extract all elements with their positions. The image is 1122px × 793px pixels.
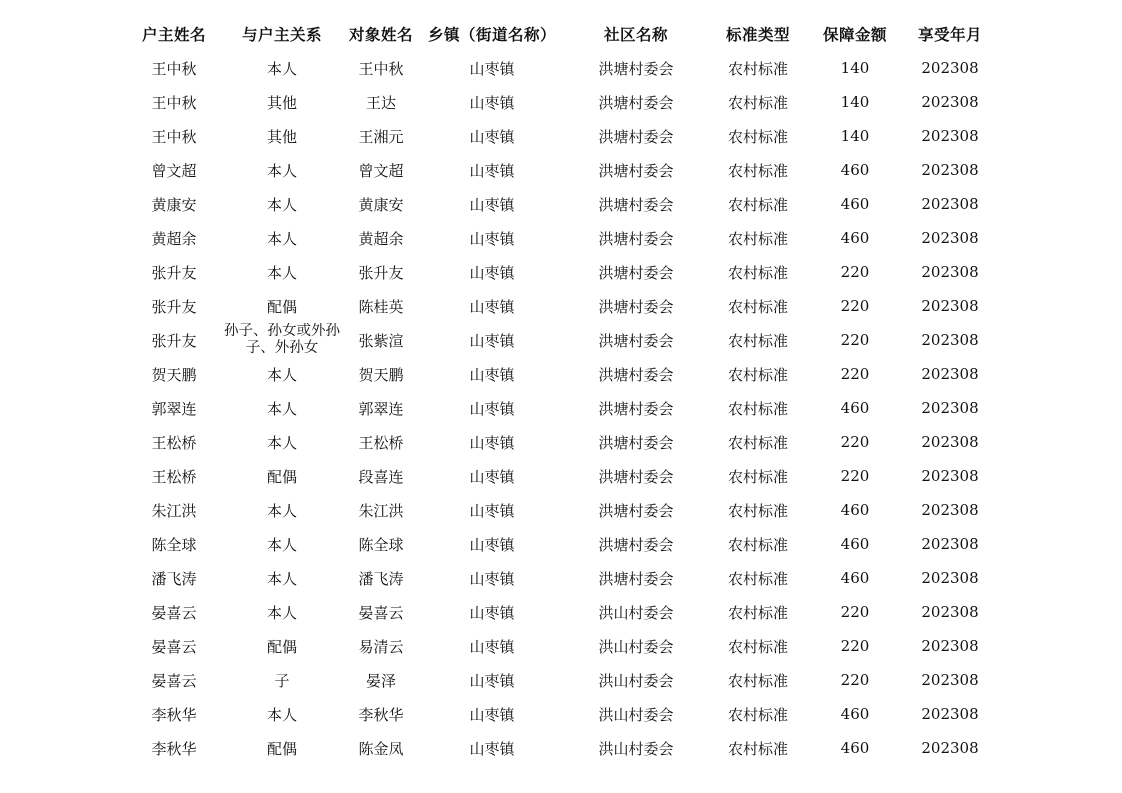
cell-month: 202308	[921, 93, 979, 111]
cell-township: 山枣镇	[469, 501, 515, 520]
header-township: 乡镇（街道名称）	[427, 26, 556, 44]
cell-recipient-name: 黄超余	[358, 229, 404, 248]
cell-community: 洪塘村委会	[598, 569, 674, 588]
table-row	[124, 85, 996, 119]
cell-standard-type: 农村标准	[727, 331, 788, 350]
cell-relationship: 配偶	[266, 467, 297, 486]
cell-standard-type: 农村标准	[727, 603, 788, 622]
cell-householder-name: 王中秋	[151, 59, 197, 78]
table-row	[124, 51, 996, 85]
cell-recipient-name: 陈全球	[358, 535, 404, 554]
cell-relationship: 配偶	[266, 637, 297, 656]
cell-standard-type: 农村标准	[727, 569, 788, 588]
cell-householder-name: 潘飞涛	[151, 569, 197, 588]
cell-amount: 460	[840, 399, 870, 417]
cell-amount: 220	[840, 433, 870, 451]
cell-month: 202308	[921, 637, 979, 655]
cell-township: 山枣镇	[469, 297, 515, 316]
header-householder-name: 户主姓名	[141, 26, 206, 44]
cell-relationship: 本人	[266, 535, 297, 554]
cell-township: 山枣镇	[469, 229, 515, 248]
cell-recipient-name: 张升友	[358, 263, 404, 282]
cell-month: 202308	[921, 229, 979, 247]
cell-community: 洪山村委会	[598, 739, 674, 758]
header-community: 社区名称	[603, 26, 668, 44]
cell-relationship: 本人	[266, 705, 297, 724]
cell-recipient-name: 段喜连	[358, 467, 404, 486]
cell-relationship: 配偶	[266, 739, 297, 758]
cell-householder-name: 晏喜云	[151, 671, 197, 690]
cell-standard-type: 农村标准	[727, 161, 788, 180]
cell-relationship: 本人	[266, 433, 297, 452]
table-row	[124, 629, 996, 663]
cell-amount: 140	[840, 93, 870, 111]
header-recipient-name: 对象姓名	[348, 26, 413, 44]
cell-month: 202308	[921, 467, 979, 485]
cell-householder-name: 张升友	[151, 331, 197, 350]
cell-community: 洪山村委会	[598, 637, 674, 656]
cell-recipient-name: 郭翠连	[358, 399, 404, 418]
cell-relationship: 其他	[266, 127, 297, 146]
cell-amount: 460	[840, 501, 870, 519]
cell-community: 洪塘村委会	[598, 297, 674, 316]
cell-standard-type: 农村标准	[727, 467, 788, 486]
cell-community: 洪塘村委会	[598, 59, 674, 78]
cell-householder-name: 曾文超	[151, 161, 197, 180]
cell-community: 洪塘村委会	[598, 127, 674, 146]
table-row	[124, 595, 996, 629]
table-row	[124, 391, 996, 425]
cell-standard-type: 农村标准	[727, 399, 788, 418]
cell-householder-name: 张升友	[151, 263, 197, 282]
cell-amount: 460	[840, 161, 870, 179]
cell-recipient-name: 曾文超	[358, 161, 404, 180]
cell-month: 202308	[921, 705, 979, 723]
cell-householder-name: 李秋华	[151, 739, 197, 758]
table-row	[124, 459, 996, 493]
cell-recipient-name: 陈金凤	[358, 739, 404, 758]
cell-month: 202308	[921, 671, 979, 689]
cell-month: 202308	[921, 161, 979, 179]
header-relationship: 与户主关系	[241, 26, 322, 44]
cell-standard-type: 农村标准	[727, 297, 788, 316]
cell-township: 山枣镇	[469, 569, 515, 588]
table-body	[124, 51, 996, 765]
cell-recipient-name: 贺天鹏	[358, 365, 404, 384]
header-month: 享受年月	[917, 26, 982, 44]
cell-standard-type: 农村标准	[727, 93, 788, 112]
cell-month: 202308	[921, 433, 979, 451]
table-row	[124, 153, 996, 187]
cell-standard-type: 农村标准	[727, 535, 788, 554]
cell-community: 洪塘村委会	[598, 331, 674, 350]
table-row	[124, 289, 996, 323]
cell-month: 202308	[921, 535, 979, 553]
cell-recipient-name: 王松桥	[358, 433, 404, 452]
cell-township: 山枣镇	[469, 365, 515, 384]
cell-township: 山枣镇	[469, 603, 515, 622]
cell-relationship: 子	[274, 671, 290, 690]
cell-amount: 460	[840, 535, 870, 553]
cell-relationship: 其他	[266, 93, 297, 112]
cell-amount: 460	[840, 569, 870, 587]
table-row	[124, 357, 996, 391]
cell-amount: 220	[840, 671, 870, 689]
cell-recipient-name: 潘飞涛	[358, 569, 404, 588]
cell-standard-type: 农村标准	[727, 671, 788, 690]
cell-householder-name: 王松桥	[151, 467, 197, 486]
cell-month: 202308	[921, 59, 979, 77]
cell-relationship: 本人	[266, 569, 297, 588]
cell-month: 202308	[921, 297, 979, 315]
table-header-row	[124, 17, 996, 51]
table-row	[124, 119, 996, 153]
cell-community: 洪塘村委会	[598, 501, 674, 520]
cell-standard-type: 农村标准	[727, 705, 788, 724]
cell-householder-name: 晏喜云	[151, 637, 197, 656]
cell-community: 洪塘村委会	[598, 535, 674, 554]
cell-township: 山枣镇	[469, 433, 515, 452]
cell-recipient-name: 张紫渲	[358, 331, 404, 350]
cell-amount: 220	[840, 603, 870, 621]
cell-township: 山枣镇	[469, 195, 515, 214]
cell-community: 洪塘村委会	[598, 365, 674, 384]
cell-community: 洪塘村委会	[598, 229, 674, 248]
cell-relationship: 孙子、孙女或外孙子、外孙女	[224, 323, 340, 356]
cell-relationship: 本人	[266, 161, 297, 180]
allowance-table	[124, 17, 996, 765]
cell-community: 洪山村委会	[598, 705, 674, 724]
cell-community: 洪塘村委会	[598, 433, 674, 452]
cell-township: 山枣镇	[469, 161, 515, 180]
cell-relationship: 本人	[266, 365, 297, 384]
cell-month: 202308	[921, 569, 979, 587]
cell-householder-name: 王中秋	[151, 127, 197, 146]
cell-community: 洪塘村委会	[598, 263, 674, 282]
cell-householder-name: 陈全球	[151, 535, 197, 554]
cell-standard-type: 农村标准	[727, 127, 788, 146]
cell-standard-type: 农村标准	[727, 433, 788, 452]
cell-recipient-name: 王达	[365, 93, 396, 112]
cell-amount: 140	[840, 127, 870, 145]
cell-community: 洪山村委会	[598, 603, 674, 622]
cell-recipient-name: 陈桂英	[358, 297, 404, 316]
cell-householder-name: 张升友	[151, 297, 197, 316]
table-row	[124, 255, 996, 289]
cell-relationship: 本人	[266, 195, 297, 214]
cell-recipient-name: 王中秋	[358, 59, 404, 78]
cell-township: 山枣镇	[469, 467, 515, 486]
cell-township: 山枣镇	[469, 705, 515, 724]
cell-householder-name: 贺天鹏	[151, 365, 197, 384]
cell-month: 202308	[921, 195, 979, 213]
table-row	[124, 527, 996, 561]
cell-month: 202308	[921, 263, 979, 281]
header-amount: 保障金额	[822, 26, 887, 44]
cell-relationship: 本人	[266, 59, 297, 78]
table-row	[124, 221, 996, 255]
header-standard-type: 标准类型	[725, 26, 790, 44]
cell-community: 洪塘村委会	[598, 93, 674, 112]
table-row	[124, 697, 996, 731]
cell-community: 洪山村委会	[598, 671, 674, 690]
cell-township: 山枣镇	[469, 637, 515, 656]
cell-standard-type: 农村标准	[727, 637, 788, 656]
table-row	[124, 561, 996, 595]
allowance-list-sheet	[124, 17, 996, 765]
table-row	[124, 493, 996, 527]
cell-householder-name: 朱江洪	[151, 501, 197, 520]
cell-township: 山枣镇	[469, 739, 515, 758]
cell-relationship: 本人	[266, 263, 297, 282]
table-row	[124, 425, 996, 459]
cell-township: 山枣镇	[469, 535, 515, 554]
cell-township: 山枣镇	[469, 399, 515, 418]
cell-relationship: 配偶	[266, 297, 297, 316]
cell-recipient-name: 晏喜云	[358, 603, 404, 622]
cell-month: 202308	[921, 399, 979, 417]
cell-standard-type: 农村标准	[727, 739, 788, 758]
cell-standard-type: 农村标准	[727, 263, 788, 282]
cell-month: 202308	[921, 127, 979, 145]
cell-recipient-name: 晏泽	[365, 671, 396, 690]
table-row	[124, 663, 996, 697]
cell-township: 山枣镇	[469, 127, 515, 146]
cell-standard-type: 农村标准	[727, 229, 788, 248]
table-row	[124, 323, 996, 357]
cell-amount: 140	[840, 59, 870, 77]
cell-relationship: 本人	[266, 399, 297, 418]
cell-recipient-name: 王湘元	[358, 127, 404, 146]
cell-householder-name: 王中秋	[151, 93, 197, 112]
cell-relationship: 本人	[266, 229, 297, 248]
cell-month: 202308	[921, 739, 979, 757]
cell-relationship: 本人	[266, 603, 297, 622]
cell-amount: 460	[840, 229, 870, 247]
cell-recipient-name: 朱江洪	[358, 501, 404, 520]
cell-recipient-name: 李秋华	[358, 705, 404, 724]
cell-community: 洪塘村委会	[598, 467, 674, 486]
cell-township: 山枣镇	[469, 59, 515, 78]
cell-township: 山枣镇	[469, 93, 515, 112]
cell-standard-type: 农村标准	[727, 365, 788, 384]
cell-month: 202308	[921, 501, 979, 519]
cell-amount: 460	[840, 705, 870, 723]
cell-amount: 220	[840, 365, 870, 383]
cell-community: 洪塘村委会	[598, 399, 674, 418]
cell-month: 202308	[921, 331, 979, 349]
cell-standard-type: 农村标准	[727, 501, 788, 520]
cell-amount: 220	[840, 263, 870, 281]
cell-recipient-name: 黄康安	[358, 195, 404, 214]
cell-householder-name: 晏喜云	[151, 603, 197, 622]
cell-amount: 220	[840, 637, 870, 655]
cell-householder-name: 李秋华	[151, 705, 197, 724]
cell-amount: 220	[840, 331, 870, 349]
cell-amount: 220	[840, 297, 870, 315]
cell-community: 洪塘村委会	[598, 195, 674, 214]
cell-householder-name: 黄康安	[151, 195, 197, 214]
cell-householder-name: 王松桥	[151, 433, 197, 452]
cell-township: 山枣镇	[469, 331, 515, 350]
table-row	[124, 731, 996, 765]
cell-householder-name: 黄超余	[151, 229, 197, 248]
cell-householder-name: 郭翠连	[151, 399, 197, 418]
cell-standard-type: 农村标准	[727, 59, 788, 78]
cell-recipient-name: 易清云	[358, 637, 404, 656]
cell-amount: 460	[840, 739, 870, 757]
cell-township: 山枣镇	[469, 263, 515, 282]
cell-month: 202308	[921, 365, 979, 383]
cell-month: 202308	[921, 603, 979, 621]
cell-community: 洪塘村委会	[598, 161, 674, 180]
cell-township: 山枣镇	[469, 671, 515, 690]
cell-standard-type: 农村标准	[727, 195, 788, 214]
table-row	[124, 187, 996, 221]
cell-amount: 460	[840, 195, 870, 213]
cell-relationship: 本人	[266, 501, 297, 520]
cell-amount: 220	[840, 467, 870, 485]
